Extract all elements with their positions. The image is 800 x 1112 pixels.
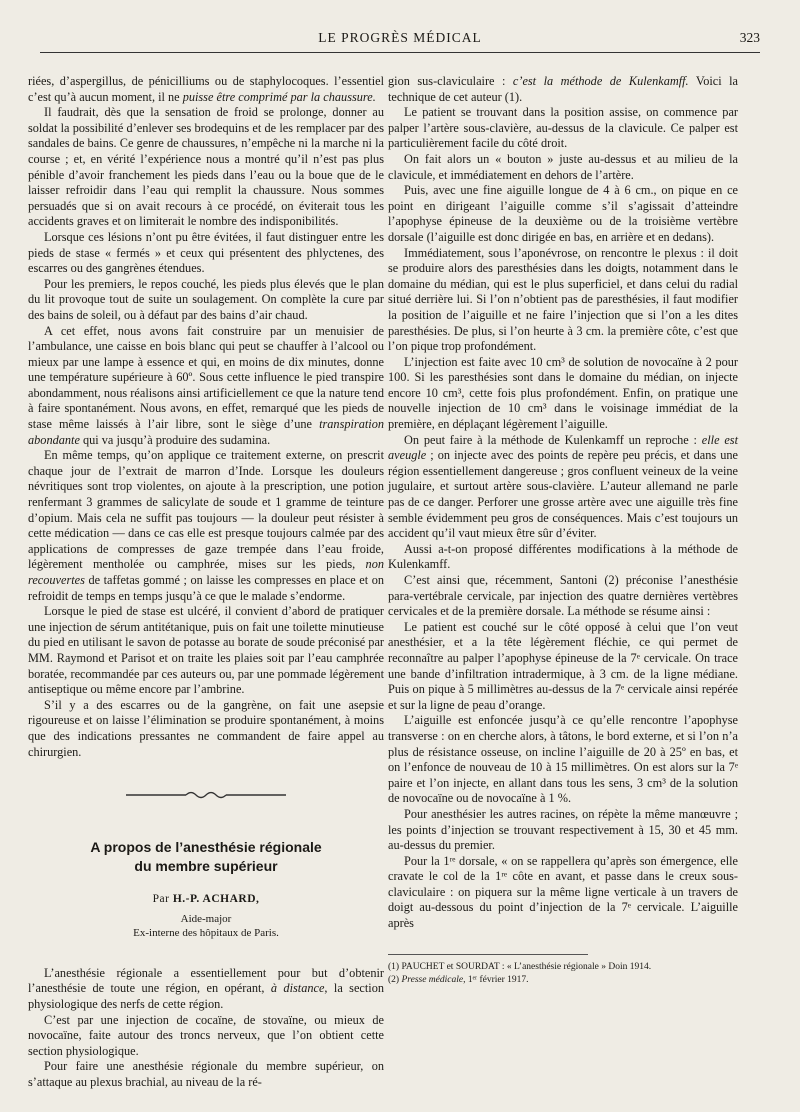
- byline: Par H.-P. ACHARD,: [152, 893, 260, 906]
- paragraph: Lorsque le pied de stase est ulcéré, il convient d’abord de pratiquer une injection de sérum antitétanique, puis on fait une toilette minutieuse du pied en utilisant le savon de potasse au borate de soude préconisé par MM. Raymond et Parisot et on traite les plaies soit par l’eau camphrée boratée, recommandée par ces auteurs ou, par une pommade légèrement antiseptique ou même encore par l’ambrine.: [28, 604, 384, 697]
- paragraph: riées, d’aspergillus, de pénicilliums ou de staphylocoques. l’essentiel c’est qu’à aucun moment, il ne puisse être comprimé par la chaussure.: [28, 74, 384, 104]
- paragraph: Le patient se trouvant dans la position assise, on commence par palper l’artère sous-clavière, au-dessus de la clavicule. Ce palper est particulièrement facile du côté droit.: [388, 105, 738, 151]
- paragraph: Pour anesthésier les autres racines, on répète la même manœuvre ; les points d’injection se trouvant respectivement à 15, 30 et 45 mm. au-dessus du premier.: [388, 806, 738, 853]
- paragraph: Lorsque ces lésions n’ont pu être évitées, il faut distinguer entre les pieds de stase « fermés » et ceux qui présentent des phlyctenes, des escarres ou des gangrènes étendues.: [28, 229, 384, 276]
- page-number: 323: [739, 30, 760, 45]
- paragraph: Pour faire une anesthésie régionale du membre supérieur, on s’attaque au plexus brachial, au niveau de la ré-: [28, 1059, 384, 1089]
- paragraph: Immédiatement, sous l’aponévrose, on rencontre le plexus : il doit se produire alors des paresthésies dans les doigts, notamment dans le domaine du médian, qui est le plus superficiel, et dans celui du radial situé derrière lui. Si l’on n’obtient pas de paresthésies, il faut modifier la position de l’aiguille et ne faire l’injection que si l’on a les dites paresthésies. De plus, si l’on heurte à 3 cm. la première côte, c’est que l’on pique trop profondément.: [388, 245, 738, 354]
- footnote: (2) Presse médicale, 1ᵉʳ février 1917.: [388, 974, 529, 985]
- footnotes: [388, 954, 652, 987]
- paragraph: On fait alors un « bouton » juste au-dessus et au milieu de la clavicule, et immédiatement en dehors de l’artère.: [388, 151, 738, 182]
- footnote: (1) PAUCHET et SOURDAT : « L’anesthésie régionale » Doin 1914.: [388, 961, 652, 972]
- paragraph: A cet effet, nous avons fait construire par un menuisier de l’ambulance, une caisse en bois blanc qui peut se chauffer à l’alcool ou mieux par une lampe à essence et qui, en moins de dix minutes, donne une température supérieure à 60º. Sous cette influence le pied transpire abondamment, nous réalisons ainsi artificiellement ce que la nature tend à faire spontanément. Nous avons, en effet, remarqué que les pieds de stase même laissés à l’air libre, sont le siège d’une transpiration abondante qui va jusqu’à produire des sudamina.: [28, 323, 384, 447]
- paragraph: Pour les premiers, le repos couché, les pieds plus élevés que le plan du lit provoque tout de suite un soulagement. On complète la cure par des bains de soleil, ou à défaut par des bains d’air chaud.: [28, 276, 384, 322]
- section-ornament: [126, 790, 286, 800]
- author-name: H.-P. ACHARD,: [172, 893, 260, 906]
- journal-title: LE PROGRÈS MÉDICAL: [318, 30, 482, 45]
- paragraph: En même temps, qu’on applique ce traitement externe, on prescrit chaque jour de l’extrait de marron d’Inde. Lorsque les douleurs névritiques sont trop violentes, on ajoute à la prescription, une potion renfermant 3 grammes de salicylate de soude et 1 gramme de teinture d’opium. Mais cela ne suffit pas toujours — la douleur peut résister à cette médication — dans ce cas elle est presque toujours calmée par des applications de compresses de gaze trempée dans l’eau froide, légèrement mentholée ou camphrée, mises sur les pieds, non recouvertes de taffetas gommé ; on laisse les compresses en place et on refroidit de temps en temps jusqu’à ce que le malade s’endorme.: [28, 448, 384, 603]
- paragraph: C’est par une injection de cocaïne, de stovaïne, ou mieux de novocaïne, faite autour des troncs nerveux, que l’on obtient cette section physiologique.: [28, 1012, 384, 1058]
- page-header: [40, 30, 760, 53]
- paragraph: On peut faire à la méthode de Kulenkamff un reproche : elle est aveugle ; on injecte avec des points de repère peu précis, et dans une région essentiellement dangereuse ; gros confluent veineux de la veine jugulaire, et surtout artère sous-clavière. L’auteur allemand ne parle pas de ce danger. Perforer une grosse artère avec une aiguille très fine semble évidemment peu gros de conséquences. Mais c’est toujours un accident qu’il vaut mieux être sûr d’éviter.: [388, 432, 739, 541]
- paragraph: gion sus-claviculaire : c’est la méthode de Kulenkamff. Voici la technique de cet auteur (1).: [388, 74, 738, 104]
- paragraph: Puis, avec une fine aiguille longue de 4 à 6 cm., on pique en ce point en dirigeant l’aiguille comme s’il s’agissait d’atteindre l’apophyse épineuse de la deuxième ou de la troisième vertèbre dorsale (l’aiguille est donc dirigée en bas, en arrière et en dedans).: [388, 183, 738, 244]
- paragraph: Aussi a-t-on proposé différentes modifications à la méthode de Kulenkamff.: [388, 541, 738, 572]
- paragraph: Pour la 1ʳᵉ dorsale, « on se rappellera qu’après son émergence, elle cravate le col de la 1ʳᵉ côte en avant, et passe dans le creux sous-claviculaire : on piquera sur la même ligne verticale à un travers de doigt au-dessous du point d’injection de la 7ᵉ cervicale. L’aiguille après: [388, 853, 738, 931]
- author-affiliation: Aide-major Ex-interne des hôpitaux de Paris.: [133, 912, 279, 939]
- right-column: [388, 74, 738, 987]
- paragraph: C’est ainsi que, récemment, Santoni (2) préconise l’anesthésie para-vertébrale cervicale, par injection des quatre dernières vertèbres cervicales et de la première dorsale. La méthode se résume ainsi :: [388, 573, 738, 619]
- left-column: [28, 74, 384, 1090]
- paragraph: S’il y a des escarres ou de la gangrène, on fait une asepsie rigoureuse et on laisse l’élimination se produire spontanément, à moins que des indications pressantes ne commandent de faire appel au chirurgien.: [28, 697, 384, 759]
- article-title: A propos de l’anesthésie régionale du membre supérieur: [90, 839, 322, 875]
- paragraph: Il faudrait, dès que la sensation de froid se prolonge, donner au soldat la possibilité d’enlever ses brodequins et de les remplacer par des sandales de bains. Ce genre de chaussures, n’empêche ni la marche ni la course ; et, en vérité l’expérience nous a montré qu’il n’est pas plus pénible d’avoir franchement les pieds dans l’eau ou la boue que de le laisser refroidir dans l’eau qui remplit la chaussure. Nous sommes persuadés que si on avait recours à ce procédé, on éviterait tous les accidents graves et on limiterait le nombre des indisponibilités.: [28, 105, 384, 229]
- paragraph: Le patient est couché sur le côté opposé à celui que l’on veut anesthésier, et a la tête légèrement fléchie, ce qui permet de reconnaître au palper l’apophyse épineuse de la 7ᵉ cervicale. On trace une bande d’infiltration intradermique, à 3 cm. de la ligne médiane. Puis on pique à 5 millimètres au-dessus de la 7ᵉ cervicale ainsi repérée et sur la ligne de peau d’orange.: [388, 619, 738, 712]
- paragraph: L’anesthésie régionale a essentiellement pour but d’obtenir l’anesthésie de toute une région, en opérant, à distance, la section physiologique des nerfs de cette région.: [28, 965, 385, 1011]
- paragraph: L’aiguille est enfoncée jusqu’à ce qu’elle rencontre l’apophyse transverse : on en cherche alors, à tâtons, le bord externe, et si l’on n’a plus de résistance osseuse, on incline l’aiguille de 20 à 25º en bas, et on l’enfonce de nouveau de 10 à 15 millimètres. On est alors sur la 7ᵉ paire et l’on injecte, en allant dans tous les sens, 3 cm³ de la solution de novocaïne ou de novocaïne à 1 %.: [388, 713, 738, 806]
- paragraph: L’injection est faite avec 10 cm³ de solution de novocaïne à 2 pour 100. Si les paresthésies sont dans le domaine du médian, on injecte encore 10 cm³, cette fois plus profondément. Enfin, on pratique une nouvelle injection de 10 cm³ dans le voisinage immédiat de la première, en déplaçant légèrement l’aiguille.: [388, 354, 738, 432]
